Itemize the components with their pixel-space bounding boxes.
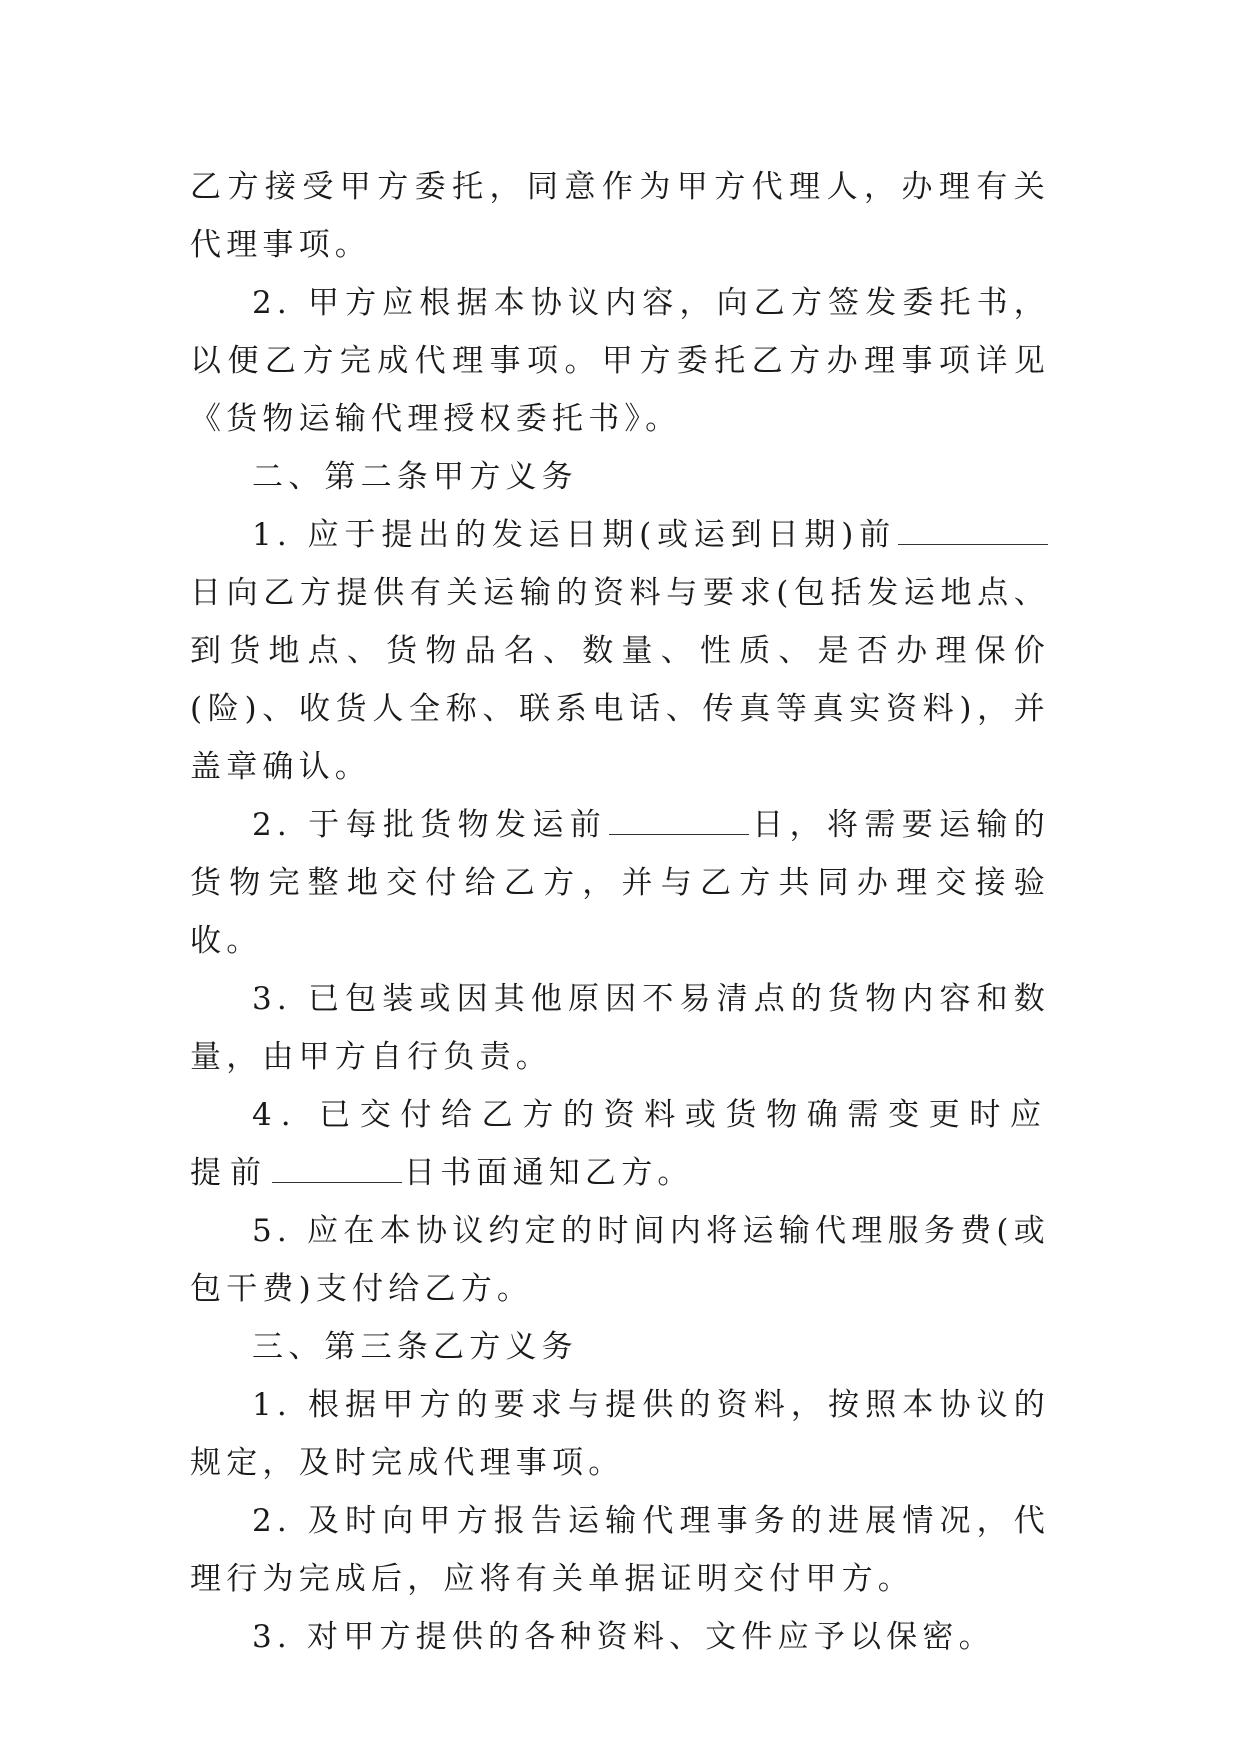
clause-text: 日，将需要运输的货物完整地交付给乙方，并与乙方共同办理交接验收。: [190, 807, 1050, 959]
clause-text: 日书面通知乙方。: [404, 1155, 694, 1191]
fill-in-blank[interactable]: [272, 1181, 402, 1183]
paragraph-intro: 乙方接受甲方委托，同意作为甲方代理人，办理有关代理事项。: [190, 169, 1050, 263]
paragraph-clause-2-3: 3. 已包装或因其他原因不易清点的货物内容和数量，由甲方自行负责。: [190, 981, 1050, 1075]
section-heading-3: 三、第三条乙方义务: [252, 1329, 578, 1365]
paragraph-clause-3-1: 1. 根据甲方的要求与提供的资料，按照本协议的规定，及时完成代理事项。: [190, 1387, 1050, 1481]
paragraph-clause-2-5: 5. 应在本协议约定的时间内将运输代理服务费(或包干费)支付给乙方。: [190, 1213, 1050, 1307]
paragraph-clause-1-2: 2. 甲方应根据本协议内容，向乙方签发委托书，以便乙方完成代理事项。甲方委托乙方办理事项详见《货物运输代理授权委托书》。: [190, 285, 1050, 437]
paragraph-clause-2-2: [190, 796, 1050, 970]
clause-text: 4. 已交付给乙方的资料或货物确需变更时应提前: [190, 1097, 1050, 1191]
paragraph-clause-2-1: [190, 506, 1050, 796]
document-body: [190, 158, 1050, 1666]
paragraph-clause-3-2: 2. 及时向甲方报告运输代理事务的进展情况，代理行为完成后，应将有关单据证明交付甲方。: [190, 1503, 1050, 1597]
paragraph-clause-2-4: [190, 1086, 1050, 1202]
section-heading-2: 二、第二条甲方义务: [252, 459, 578, 495]
paragraph-clause-3-3: 3. 对甲方提供的各种资料、文件应予以保密。: [252, 1619, 995, 1655]
fill-in-blank[interactable]: [609, 833, 749, 835]
clause-text: 1. 应于提出的发运日期(或运到日期)前: [252, 517, 896, 553]
fill-in-blank[interactable]: [898, 543, 1048, 545]
clause-text: 日向乙方提供有关运输的资料与要求(包括发运地点、到货地点、货物品名、数量、性质、是否办理保价(险)、收货人全称、联系电话、传真等真实资料)，并盖章确认。: [190, 575, 1050, 785]
clause-text: 2. 于每批货物发运前: [252, 807, 608, 843]
